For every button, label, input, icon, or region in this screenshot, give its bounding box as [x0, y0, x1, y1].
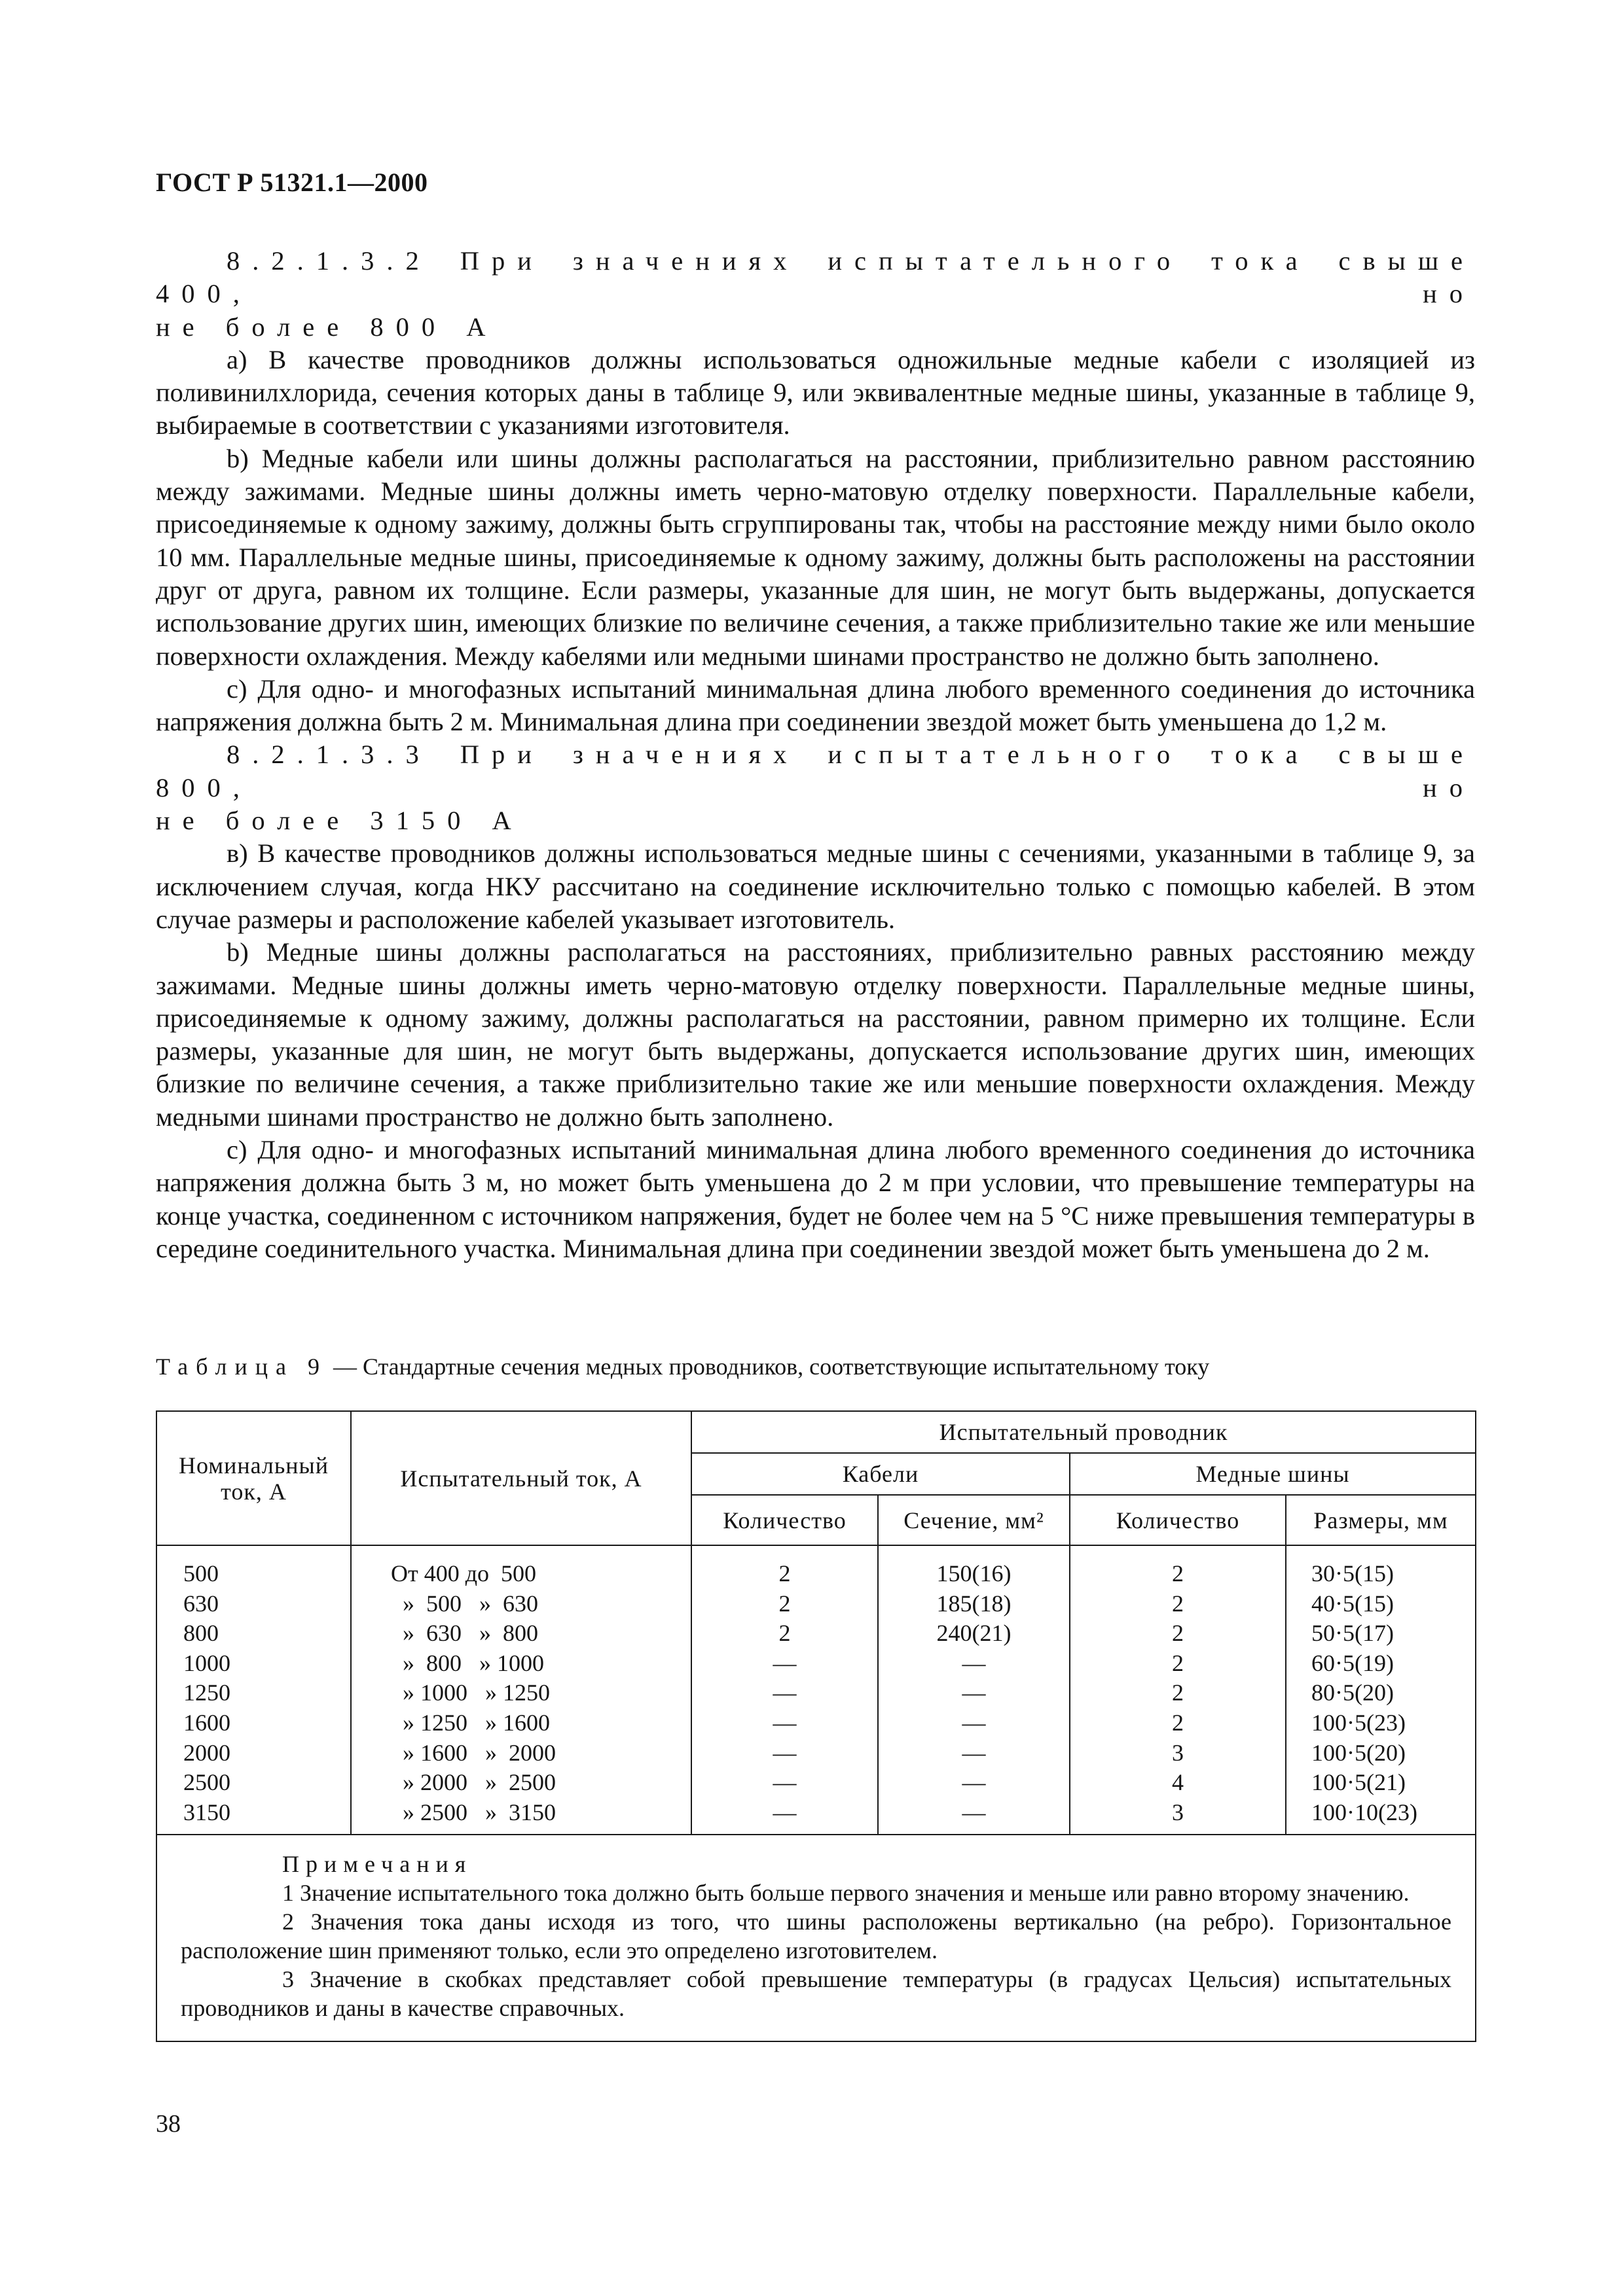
table-cell: —: [962, 1799, 986, 1825]
table-cell: » 1250 » 1600: [391, 1709, 550, 1736]
table-caption-text: — Стандартные сечения медных проводников, соответствующие испытательному току: [327, 1354, 1210, 1380]
table-cell: 2: [1172, 1709, 1184, 1736]
table-cell: 100·10(23): [1311, 1799, 1417, 1825]
header-rated-current: Номинальный ток, А: [156, 1411, 351, 1545]
header-bus-quantity: Количество: [1070, 1495, 1286, 1545]
table-cell: 2: [778, 1590, 791, 1617]
table-cell: 185(18): [936, 1590, 1012, 1617]
table-cell: 500: [183, 1560, 219, 1587]
table-cell: 1600: [183, 1709, 230, 1736]
table-cell: —: [962, 1709, 986, 1736]
table-cell: » 800 » 1000: [391, 1649, 544, 1676]
table-cell: 2: [1172, 1679, 1184, 1706]
table-cell: 30·5(15): [1311, 1560, 1394, 1587]
table-cell: 2000: [183, 1739, 230, 1766]
table-cell: —: [773, 1649, 797, 1676]
table-cell: 60·5(19): [1311, 1649, 1394, 1676]
table-cell: —: [773, 1739, 797, 1766]
section-8-2-1-3-3-heading-cont: не более 3150 А: [156, 806, 524, 836]
column-cable-section: [878, 1545, 1070, 1835]
column-bus-quantity: [1070, 1545, 1286, 1835]
table-cell: —: [962, 1769, 986, 1796]
paragraph-b: b) Медные шины должны располагаться на расстояниях, приблизительно равных расстоянию между зажимами. Медные шины должны иметь черно-матовую отделку поверхности. Параллельные медные шины, присоединяемые к одному зажиму, должны располагаться на расстоянии, равном примерно их толщине. Если размеры, указанные для шин, не могут быть выдержаны, допускается использование других шин, имеющих близкие по величине сечения, а также приблизительно такие же или меньшие поверхности охлаждения. Между медными шинами пространство не должно быть заполнено.: [156, 937, 1475, 1132]
table-cell: 2: [1172, 1590, 1184, 1617]
table-cell: 1250: [183, 1679, 230, 1706]
header-cable-section: Сечение, мм²: [878, 1495, 1070, 1545]
table-cell: 80·5(20): [1311, 1679, 1394, 1706]
table-cell: » 1000 » 1250: [391, 1679, 550, 1706]
header-test-current: Испытательный ток, А: [351, 1411, 691, 1545]
table-cell: 1000: [183, 1649, 230, 1676]
table-cell: 100·5(21): [1311, 1769, 1406, 1796]
header-cable-quantity: Количество: [691, 1495, 878, 1545]
paragraph-b: b) Медные кабели или шины должны располагаться на расстоянии, приблизительно равном расстоянию между зажимами. Медные шины должны иметь черно-матовую отделку поверхности. Параллельные кабели, присоединяемые к одному зажиму, должны быть сгруппированы так, чтобы на расстояние между ними было около 10 мм. Параллельные медные шины, присоединяемые к одному зажиму, должны быть расположены на расстоянии друг от друга, равном их толщине. Если размеры, указанные для шин, не могут быть выдержаны, допускается использование других шин, имеющих близкие по величине сечения, а также приблизительно такие же или меньшие поверхности охлаждения. Между кабелями или медными шинами пространство не должно быть заполнено.: [156, 443, 1475, 671]
table-cell: —: [773, 1709, 797, 1736]
paragraph-a: а) В качестве проводников должны использоваться одножильные медные кабели с изоляцией из поливинилхлорида, сечения которых даны в таблице 9, или эквивалентные медные шины, указанные в таблице 9, выбираемые в соответствии с указаниями изготовителя.: [156, 344, 1475, 440]
note-2: 2 Значения тока даны исходя из того, что шины расположены вертикально (на ребро). Горизонтальное расположение шин применяют только, если это определено изготовителем.: [181, 1909, 1452, 1964]
column-cable-quantity: [691, 1545, 878, 1835]
table-cell: —: [773, 1799, 797, 1825]
table-cell: От 400 до 500: [391, 1560, 537, 1587]
table-cell: —: [773, 1769, 797, 1796]
table-9: [156, 1410, 1476, 2042]
table-cell: 2: [778, 1560, 791, 1587]
document-header: ГОСТ Р 51321.1—2000: [156, 168, 428, 197]
header-bus-size: Размеры, мм: [1286, 1495, 1476, 1545]
table-cell: 2: [1172, 1649, 1184, 1676]
column-rated-current: [156, 1545, 351, 1835]
note-1: 1 Значение испытательного тока должно быть больше первого значения и меньше или равно второму значению.: [282, 1880, 1410, 1907]
header-test-conductor: Испытательный проводник: [691, 1411, 1476, 1453]
table-cell: 2: [1172, 1560, 1184, 1587]
page-number: 38: [156, 2110, 181, 2138]
paragraph-c: с) Для одно- и многофазных испытаний минимальная длина любого временного соединения до источника напряжения должна быть 3 м, но может быть уменьшена до 2 м при условии, что превышение температуры на конце участка, соединенном с источником напряжения, будет не более чем на 5 °С ниже превышения температуры в середине соединительного участка. Минимальная длина при соединении звездой может быть уменьшена до 2 м.: [156, 1135, 1475, 1263]
table-cell: » 2000 » 2500: [391, 1769, 556, 1796]
header-busbars: Медные шины: [1070, 1453, 1476, 1495]
table-cell: 100·5(20): [1311, 1739, 1406, 1766]
paragraph-c: с) Для одно- и многофазных испытаний минимальная длина любого временного соединения до источника напряжения должна быть 2 м. Минимальная длина при соединении звездой может быть уменьшена до 1,2 м.: [156, 673, 1475, 737]
section-8-2-1-3-3-heading: 8.2.1.3.3 При значениях испытательного тока свыше 800, но: [156, 740, 1475, 802]
table-cell: 2: [778, 1620, 791, 1647]
note-3: 3 Значение в скобках представляет собой превышение температуры (в градусах Цельсия) испытательных проводников и даны в качестве справочных.: [181, 1966, 1452, 2022]
table-cell: 3: [1172, 1739, 1184, 1766]
paragraph-a: в) В качестве проводников должны использоваться медные шины с сечениями, указанными в таблице 9, за исключением случая, когда НКУ рассчитано на соединение исключительно только с помощью кабелей. В этом случае размеры и расположение кабелей указывает изготовитель.: [156, 838, 1475, 934]
table-cell: 2500: [183, 1769, 230, 1796]
table-cell: 100·5(23): [1311, 1709, 1406, 1736]
table-cell: 800: [183, 1620, 219, 1647]
table-cell: » 2500 » 3150: [391, 1799, 556, 1825]
table-cell: 40·5(15): [1311, 1590, 1394, 1617]
notes-title: Примечания: [282, 1851, 473, 1878]
column-bus-size: [1286, 1545, 1476, 1835]
table-notes: [156, 1835, 1476, 2041]
table-cell: —: [962, 1739, 986, 1766]
table-caption: [156, 1352, 1475, 1382]
table-cell: 50·5(17): [1311, 1620, 1394, 1647]
table-cell: 3150: [183, 1799, 230, 1825]
header-cables: Кабели: [691, 1453, 1070, 1495]
table-cell: —: [962, 1679, 986, 1706]
table-cell: —: [773, 1679, 797, 1706]
table-caption-label: Таблица 9: [156, 1354, 327, 1380]
section-8-2-1-3-2-heading-cont: не более 800 А: [156, 312, 498, 342]
table-cell: 240(21): [936, 1620, 1012, 1647]
table-cell: » 630 » 800: [391, 1620, 538, 1647]
table-cell: 630: [183, 1590, 219, 1617]
main-text: [156, 245, 1475, 1265]
table-cell: —: [962, 1649, 986, 1676]
table-cell: 150(16): [936, 1560, 1012, 1587]
table-cell: 4: [1172, 1769, 1184, 1796]
table-cell: 3: [1172, 1799, 1184, 1825]
table-cell: » 500 » 630: [391, 1590, 538, 1617]
table-cell: 2: [1172, 1620, 1184, 1647]
section-8-2-1-3-2-heading: 8.2.1.3.2 При значениях испытательного тока свыше 400, но: [156, 246, 1475, 309]
table-cell: » 1600 » 2000: [391, 1739, 556, 1766]
column-test-current: [351, 1545, 691, 1835]
